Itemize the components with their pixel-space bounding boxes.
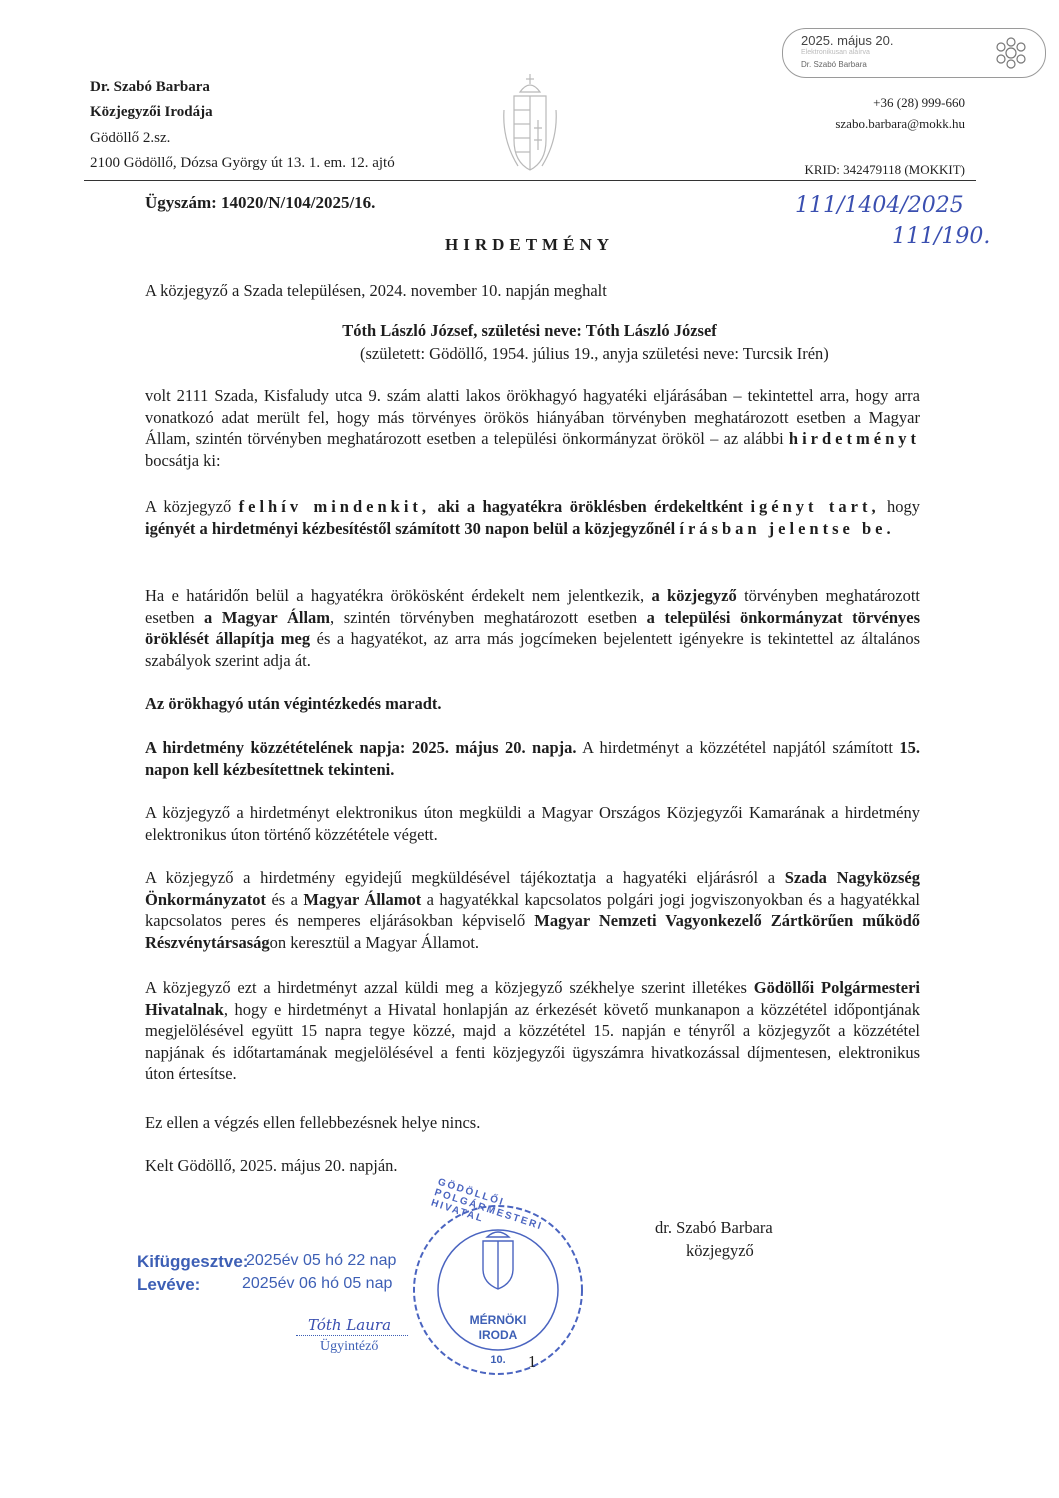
p5-delivered: 15. napon kell kézbesítettnek tekinteni. (145, 738, 920, 779)
p5-text: A hirdetményt a közzététel napjától számított (582, 738, 893, 757)
p1-text: volt 2111 Szada, Kisfaludy utca 9. szám alatti lakos örökhagyó hagyatéki eljárásában – tekintettel arra, hogy arra vonatkozó adat merült fel, hogy más törvényes örökös hiányában törvényben meghatározott esetben a Magyar Állam, szintén törvényben meghatározott esetben a települési önkormányzat örököl – az alábbi (145, 386, 920, 448)
p2-deadline: igényét a hirdetményi kézbesítéstől számított 30 napon belül a közjegyzőnél (145, 519, 676, 538)
p8-text: A közjegyző ezt a hirdetményt azzal küldi meg a közjegyző székhelye szerint illetékes (145, 978, 747, 997)
coat-of-arms-icon (498, 70, 562, 180)
krid-number: KRID: 342479118 (MOKKIT) (804, 162, 965, 177)
stamp-caption: Elektronikusan aláírva (801, 49, 870, 56)
mokk-logo-icon (991, 33, 1031, 78)
handwritten-reference: 111/1404/2025 (795, 193, 964, 218)
email-address: szabo.barbara@mokk.hu (835, 116, 965, 131)
p3-text: Ha e határidőn belül a hagyatékra örökösként érdekelt nem jelentkezik, (145, 586, 645, 605)
removed-date: 2025év 06 hó 05 nap (242, 1275, 393, 1292)
p2-interested: aki a hagyatékra öröklésben érdekeltként (437, 497, 744, 516)
stamp-signer: Dr. Szabó Barbara (801, 60, 867, 69)
p8-end: , hogy e hirdetményt a Hivatal honlapján az érkezését követő munkanapon a közzététel időpontjának megjelölésével együtt 15 napra tegye közzé, majd a közzététel 15. napján e tényről a közjegyzőt a közzététel napjának és időtartamának megjelölésével a fenti közjegyzői ügyszámra hivatkozással díjmentesen, elektronikus úton értesítse. (145, 999, 920, 1083)
seal-number: 10. (490, 1354, 506, 1366)
p7-text: A közjegyző a hirdetmény egyidejű megküldésével tájékoztatja a hagyatéki eljárásról a (145, 868, 776, 887)
case-number: Ügyszám: 14020/N/104/2025/16. (145, 193, 376, 212)
handwritten-reference-2: 111/190. (892, 224, 991, 249)
signer-role: közjegyző (686, 1241, 754, 1260)
p7-mnv: Magyar Nemzeti Vagyonkezelő Zártkörűen működő Részvénytársaság (145, 911, 921, 952)
p3-end: és a hagyatékot, az arra más jogcímeken bejelentett igényekre is tekintettel az általános szabályok szerint adja át. (145, 629, 920, 670)
p7-and: és a (271, 889, 298, 909)
p2-claim: igényt tart, (750, 497, 880, 516)
paragraph-8 (145, 977, 920, 1085)
signer-name: dr. Szabó Barbara (655, 1218, 773, 1237)
p7-end: on keresztül a Magyar Államot. (269, 932, 480, 952)
p5-publication-date: A hirdetmény közzétételének napja: 2025. május 20. napja. (145, 738, 577, 757)
posted-label: Kifüggesztve: (137, 1252, 249, 1271)
p2-text: A közjegyző (145, 497, 232, 516)
clerk-role: Ügyintéző (320, 1339, 379, 1354)
paragraph-7 (145, 867, 920, 953)
notary-name: Dr. Szabó Barbara (90, 79, 210, 95)
clerk-signature: Tóth Laura (308, 1316, 392, 1334)
seal-dept: MÉRNÖKI (469, 1313, 527, 1327)
p2-that: hogy (887, 497, 921, 516)
p8-godollo: Gödöllői Polgármesteri Hivatalnak (145, 978, 921, 1019)
paragraph-5 (145, 737, 920, 780)
stamp-date: 2025. május 20. (801, 33, 894, 48)
p3-notary: a közjegyző (651, 586, 737, 605)
paragraph-4: Az örökhagyó után végintézkedés maradt. (145, 694, 442, 713)
paragraph-6: A közjegyző a hirdetményt elektronikus úton megküldi a Magyar Országos Közjegyzői Kamarának a hirdetmény elektronikus úton történő közzététele végett. (145, 803, 920, 844)
phone-number: +36 (28) 999-660 (873, 95, 965, 110)
deceased-birth-details: (született: Gödöllő, 1954. július 19., anyja születési neve: Turcsik Irén) (360, 344, 829, 363)
office-address: 2100 Gödöllő, Dózsa György út 13. 1. em. 12. ajtó (90, 155, 395, 171)
p1-hirdetmeny: hirdetményt (788, 429, 920, 448)
office-name: Közjegyzői Irodája (90, 104, 213, 120)
p2-call: felhív mindenkit, (238, 497, 431, 516)
header-divider (84, 180, 976, 181)
document-title: HIRDETMÉNY (444, 235, 614, 254)
p7-text-2: a hagyatékkal kapcsolatos polgári jogi jogviszonyokban és a hagyatékkal kapcsolatos peres és nemperes eljárásokban képviselő (145, 889, 921, 930)
page-number: 1 (528, 1352, 537, 1371)
paragraph-2 (145, 496, 920, 540)
seal-dept-2: IRODA (478, 1328, 518, 1342)
clerk-signature-line (296, 1335, 408, 1336)
p3-municipality: a települési önkormányzat törvényes öröklését állapítja meg (145, 607, 920, 648)
paragraph-9: Ez ellen a végzés ellen fellebbezésnek helye nincs. (145, 1113, 481, 1132)
posted-date: 2025év 05 hó 22 nap (246, 1252, 397, 1269)
p2-in-writing: írásban jelentse be. (679, 519, 895, 538)
office-number: Gödöllő 2.sz. (90, 130, 171, 146)
p3-state: a Magyar Állam (204, 607, 331, 627)
intro-line: A közjegyző a Szada településen, 2024. november 10. napján meghalt (145, 281, 607, 300)
paragraph-3 (145, 585, 920, 671)
paragraph-10: Kelt Gödöllő, 2025. május 20. napján. (145, 1156, 398, 1175)
seal-ring-text: GÖDÖLLŐI POLGÁRMESTERI HIVATAL (429, 1176, 545, 1233)
official-round-seal (411, 1176, 585, 1377)
paragraph-1 (145, 385, 920, 471)
deceased-name: Tóth László József, születési neve: Tóth László József (342, 321, 717, 340)
p7-state: Magyar Államot (303, 889, 422, 909)
e-signature-stamp (782, 28, 1046, 78)
p3-also: , szintén törvényben meghatározott esetben (330, 607, 638, 627)
p7-szada: Szada Nagyközség Önkormányzatot (145, 868, 920, 909)
removed-label: Levéve: (137, 1275, 201, 1294)
p1-end: bocsátja ki: (145, 450, 221, 470)
p3-law: törvényben meghatározott esetben (145, 586, 921, 627)
